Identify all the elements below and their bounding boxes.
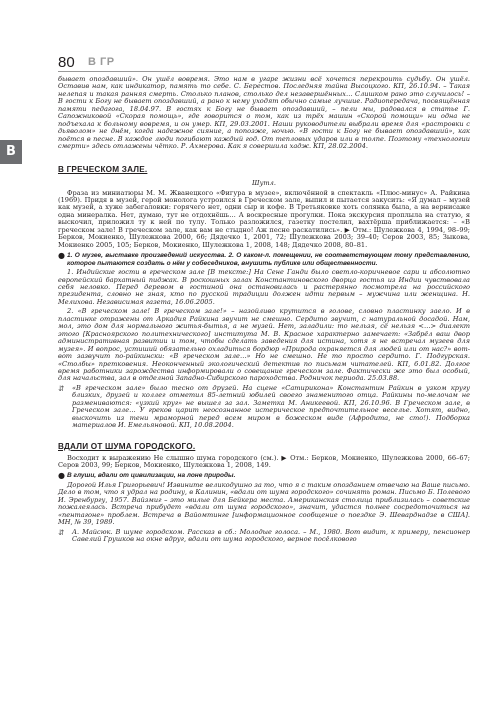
page-content [58, 76, 470, 544]
section-letter-tab: В [0, 140, 22, 164]
page-header [58, 56, 468, 72]
entry-label: Шутл. [252, 178, 276, 187]
example-paragraph: Дорогой Илья Григорьевич! Извините великодушно за то, что я с таким опозданием отвечаю на Ваше письмо. Дело в том, что я удрал на родину, в Калинин, «вдали от шума городского» сочинять роман. Письмо Б. Полевого И. Эренбургу, 1957. Вайзмиг – это милые для Бейкера места. Американская столица приблизилась – советские пожалеялась. Встреча прибудет «вдали от шума городского», значит, удастся полнее сосредоточиться на «пентагоне» проблем. Встреча в Вайомтинге [информационное сообщение о поездке Э. Шеварднадзе в США]. МН, № 39, 1989. [58, 480, 470, 527]
entry-heading-greek-hall: В ГРЕЧЕСКОМ ЗАЛЕ. [58, 164, 148, 174]
transform-icon: ⇵ [58, 383, 65, 393]
meaning-block [58, 472, 470, 479]
entry-origin-paragraph: Фраза из миниатюры М. М. Жванецкого «Фигура в музее», включённой в спектакль «Плюс-минус» А. Райкина (1969). Придя в музей, герой монолога устроился в Греческом зале, выпил и пытается закусить: «Я думал – музей как музей, а хуже забегаловки: горячего нет, одни сыр и кофе. В Третьяковке хоть солянка была, а на вернисаже одна минералка. Нет, думаю, тут не отдохнёшь… А воскресные прогулки. Пока экскурсия проплыла на статую, я выскочил, приложил ту к ней по тулу. Только разложился, газетку постелил, вахтёрша приближается: – «В греческом зале! В греческом зале, как вам не стыдно! Аж песне раскатились». ▶ Отм.: Шулежкова 4, 1994, 98–99; Берков, Мокиенко, Шулежкова 2000, 66; Дядечко 1, 2001, 72; Шулежкова 2003; 39–40; Серов 2003, 85; Зыкова, Мокиенко 2005, 105; Берков, Мокиенко, Шулежкова 1, 2008, 148; Дядечко 2008, 80–81. [58, 188, 470, 249]
page-number: 80 [58, 54, 75, 71]
entry-origin-paragraph: Восходит к выражению Не слышно шума городского (см.). ▶ Отм.: Берков, Мокиенко, Шулежкова 2000, 66–67; Серов 2003, 99; Берков, Мокиенко, Шулежкова 1, 2008, 149. [58, 453, 470, 470]
running-head: В ГР [88, 56, 115, 68]
continuation-paragraph: бывает опоздавший». Он ушёл вовремя. Это нам в угаре жизни всё хочется перекроить судьбу. Он ушёл. Оставив нам, как индикатор, память то себе. С. Берестов. Последняя тайна Высоцкого. КП, 26.10.94. – Такая нелепая и такая ранняя смерть. Столько планов, столько дел незавершённых… Слишком рано это случилось! – В гости к Богу не бывает опоздавший, а рано к нему уходят обычно самые лучшие. Радиопередача, посвящённая памяти педагога, 18.04.97. В гостях к Богу не бывает опоздавший, – пели мы, радовался в статье Г. Сапожниковой «Скорая помощь», где говорится о том, как из трёх машин «Скорой помощи» ни одна не подъехала к больному вовремя, и он умер. КП, 29.03.2001. Наши руководители выбрали время для «растровки с дьяволом» не днём, когда надежное сияние, а попозже, ночью. «В гости к Богу не бывает опоздавший», как поётся в песне. В каждое люди погибают каждый год. От тепловых ударов или в толпе. Поэтому «технологии смерти» здесь отлажены чётко. Р. Ахмерова. Как я совершила хадж. КП, 28.02.2004. [58, 75, 470, 151]
transformation-note [58, 529, 470, 544]
meaning-text: 1. О музее, выставке произведений искусства. 2. О каком-л. помещении, не соответствующем тому представлению, которое пытаются создать о нём у собеседников, внушить публике или общественности. [67, 252, 470, 267]
transformation-note [58, 385, 470, 430]
transform-icon: ⇵ [58, 527, 65, 537]
example-paragraph: 1. Индийские гости в греческом зале [В тексте:] На Сене Ганди было светло-коричневое сари и абсолютно европейский бархатный пиджак. В роскошных залах Константиновского дворца гостья из Индии чувствовала себя неловко. Перед деревом в гостиной она остановилась и растерянно посмотрела на российского президента, словно не зная, кто по русской традиции должен идти первым – мужчина или женщина. Н. Мелихова. Независимая газета, 16.06.2005. [58, 268, 470, 306]
example-paragraph: 2. «В греческом зале! В греческом зале!» – назойливо крутится в голове, словно пластинку заело. И в пластинке отражены от Аркадия Райкина звучит не смешно. Сердито звучит, с натуральной досадой. Нам, мол, это дом для нормального житья-бытья, а не музей. Нет, заладили: то нельзя, сё нельзя <…> диалект этого [Красноярского политехнического] института М. В. Красное характерно замечает: «Забрёл ваш двор административная развитии и том, чтобы сделать заведения для истина, хотя я не встречал музеев для музея». И вопрос, устиший обязательно охладиться бордюр «Природа охраняется для людей или от нас?» вот-вот зазвучит по-райкински: «В греческом зале…» Но не смешно. Не то просто сердито. Г. Подгурская. «Столбы» претковения. Неоконченный экологический детектив по письмам читателей. КП, 6.01.82. Долгое время работники зарождества информировали о совещание греческом зале. Фактически же это был особый, для начальства, зал в отделной Западно-Сибирского пароходства. Родничок периода. 25.03.88. [58, 307, 470, 383]
note-text: «В греческом зале» было тесно от друзей. На сцене «Сатирикона» Константин Райкин в узком кругу близких, друзей и коллег отметил 85-летний юбилей своего знаменитого отца. Райкины по-мелочам не размениваются: «узкий круг» не вышел за зал. Заметка М. Аникеевой. КП, 26.10.96. В Греческом зале, в Греческом зале… У греков царит неосознанное истерическое предпочтительное веселье. Хотят, видно, выскочить из тени мраморной перед всем миром в божеском виде (Афродита, не сто!). Подборка материалов И. Емельяновой. КП, 10.08.2004. [72, 383, 470, 430]
bullet-icon: ● [58, 251, 65, 261]
meaning-block [58, 252, 470, 267]
meaning-text: В глуши, вдали от цивилизации, на лоне природы. [67, 472, 236, 480]
header-rule [58, 71, 468, 72]
entry-heading-far-from-city: ВДАЛИ ОТ ШУМА ГОРОДСКОГО. [58, 441, 196, 451]
bullet-icon: ● [58, 471, 65, 481]
note-text: А. Майсюк. В шуме городском. Рассказ в сб.: Молодые голоса. – М., 1980. Вот видит, к примеру, пенсионер Савелий Грушков на окне вдруг, вдали от шума городского, верное посёлкового [72, 527, 470, 544]
